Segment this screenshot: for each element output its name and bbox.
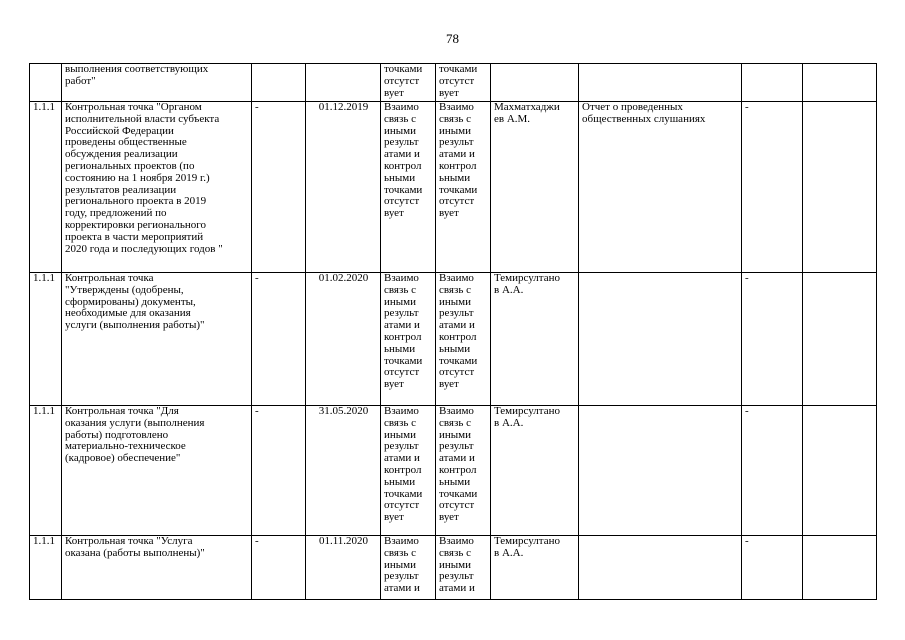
start-date-cell: - [252, 406, 306, 536]
note-cell [803, 536, 877, 600]
note-cell [803, 273, 877, 406]
table-row [30, 536, 877, 600]
row-number: 1.1.1 [30, 406, 62, 536]
end-date-cell: 31.05.2020 [306, 406, 381, 536]
row-number: 1.1.1 [30, 273, 62, 406]
level-cell [742, 64, 803, 102]
end-date-cell: 01.12.2019 [306, 102, 381, 273]
level-cell: - [742, 102, 803, 273]
relation-cell: Взаимо связь с иными результ атами и [436, 536, 491, 600]
start-date-cell [252, 64, 306, 102]
level-cell: - [742, 273, 803, 406]
start-date-cell: - [252, 273, 306, 406]
relation-cell: Взаимо связь с иными результ атами и контрол ьными точками отсутст вует [436, 273, 491, 406]
control-point-title: Контрольная точка "Органом исполнительной власти субъекта Российской Федерации проведены общественные обсуждения реализации региональных проектов (по состоянию на 1 ноября 2019 г.) результатов реализации регионального проекта в 2019 году, предложений по корректировки регионального проекта в части мероприятий 2020 года и последующих годов " [62, 102, 252, 273]
relation-cell: Взаимо связь с иными результ атами и [381, 536, 436, 600]
start-date-cell: - [252, 536, 306, 600]
note-cell [803, 406, 877, 536]
table-row [30, 102, 877, 273]
relation-cell: точками отсутст вует [381, 64, 436, 102]
responsible-cell [491, 64, 579, 102]
table-row [30, 273, 877, 406]
table-row [30, 406, 877, 536]
level-cell: - [742, 536, 803, 600]
responsible-cell: Темирсултано в А.А. [491, 273, 579, 406]
relation-cell: точками отсутст вует [436, 64, 491, 102]
relation-cell: Взаимо связь с иными результ атами и контрол ьными точками отсутст вует [381, 273, 436, 406]
result-cell [579, 64, 742, 102]
control-points-table [29, 63, 877, 600]
relation-cell: Взаимо связь с иными результ атами и контрол ьными точками отсутст вует [381, 102, 436, 273]
responsible-cell: Темирсултано в А.А. [491, 536, 579, 600]
control-point-title: Контрольная точка "Утверждены (одобрены, сформированы) документы, необходимые для оказания услуги (выполнения работы)" [62, 273, 252, 406]
result-cell [579, 406, 742, 536]
note-cell [803, 102, 877, 273]
relation-cell: Взаимо связь с иными результ атами и контрол ьными точками отсутст вует [436, 406, 491, 536]
responsible-cell: Махматхаджи ев А.М. [491, 102, 579, 273]
row-number: 1.1.1 [30, 536, 62, 600]
result-cell: Отчет о проведенных общественных слушаниях [579, 102, 742, 273]
page-number: 78 [446, 31, 459, 46]
control-point-title: Контрольная точка "Для оказания услуги (выполнения работы) подготовлено материально-техническое (кадровое) обеспечение" [62, 406, 252, 536]
control-point-title: Контрольная точка "Услуга оказана (работы выполнены)" [62, 536, 252, 600]
result-cell [579, 273, 742, 406]
start-date-cell: - [252, 102, 306, 273]
level-cell: - [742, 406, 803, 536]
end-date-cell [306, 64, 381, 102]
table-row [30, 64, 877, 102]
note-cell [803, 64, 877, 102]
responsible-cell: Темирсултано в А.А. [491, 406, 579, 536]
relation-cell: Взаимо связь с иными результ атами и контрол ьными точками отсутст вует [381, 406, 436, 536]
relation-cell: Взаимо связь с иными результ атами и контрол ьными точками отсутст вует [436, 102, 491, 273]
control-point-title: выполнения соответствующих работ" [62, 64, 252, 102]
result-cell [579, 536, 742, 600]
row-number: 1.1.1 [30, 102, 62, 273]
end-date-cell: 01.11.2020 [306, 536, 381, 600]
end-date-cell: 01.02.2020 [306, 273, 381, 406]
row-number [30, 64, 62, 102]
